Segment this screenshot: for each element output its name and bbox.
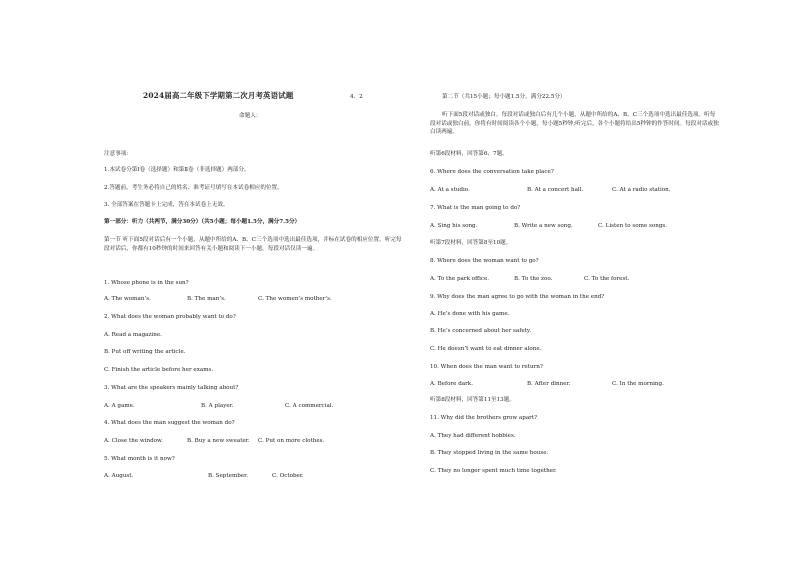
question-1: 1. Whose phone is in the sun? [104,280,189,286]
option-10a: A. Before dark. [430,381,473,387]
option-5b: B. September. [208,473,248,479]
option-11a: A. They had different hobbies. [430,433,516,439]
notice-item: 2.答题前，考生务必将自己的姓名、准考证号填写在本试卷相应的位置。 [104,185,283,191]
option-7a: A. Sing his song. [430,223,478,229]
material-6: 听第6段材料，回答第6、7题。 [430,151,508,157]
option-6a: A. At a studio. [430,187,470,193]
option-3b: B. A player. [201,403,234,409]
question-7: 7. What is the man going to do? [430,205,521,211]
option-11c: C. They no longer spent much time together. [430,468,557,474]
notice-item: 1.本试卷分第Ⅰ卷（选择题）和第Ⅱ卷（非选择题）两部分。 [104,167,250,173]
part1-heading: 第一部分：听力（共两节，满分30分）（共5小题；每小题1.5分，满分7.5分） [104,219,301,225]
question-10: 10. When does the man want to return? [430,364,543,370]
option-4c: C. Put on more clothes. [258,438,325,444]
option-10b: B. After dinner. [527,381,571,387]
option-8b: B. To the zoo. [514,276,553,282]
option-7b: B. Write a new song. [514,223,573,229]
question-4: 4. What does the man suggest the woman do? [104,420,235,426]
option-9a: A. He’s done with his game. [430,311,510,317]
option-1a: A. The woman’s. [104,296,151,302]
option-6b: B. At a concert hall. [527,187,584,193]
option-7c: C. Listen to some songs. [598,223,668,229]
option-10c: C. In the morning. [612,381,664,387]
option-4a: A. Close the window. [104,438,163,444]
option-9c: C. He doesn’t want to eat dinner alone. [430,346,542,352]
option-2a: A. Read a magazine. [104,332,162,338]
section1-intro: 第一节 听下面5段对话后有一个小题，从题中所给的A、B、C三个选项中选出最佳选项，并标在试卷的相应位置。听完每段对话后，你都有10秒钟的时间来回答有关小题和阅读下一小题。每段对话仅读一遍。 [104,237,402,252]
question-5: 5. What month is it now? [104,456,175,462]
option-4b: B. Buy a new sweater. [187,438,250,444]
option-3a: A. A game. [104,403,135,409]
option-1c: C. The women’s mother’s. [258,296,332,302]
question-11: 11. Why did the brothers grow apart? [430,415,538,421]
exam-date: 4．2 [350,94,363,100]
option-5a: A. August. [104,473,134,479]
notice-item: 3. 全部答案在答题卡上完成，答在本试卷上无效。 [104,202,229,208]
option-11b: B. They stopped living in the same house. [430,450,549,456]
question-3: 3. What are the speakers mainly talking about? [104,385,239,391]
option-6c: C. At a radio station. [612,187,671,193]
question-8: 8. Where does the woman want to go? [430,258,539,264]
option-9b: B. He’s concerned about her safety. [430,328,532,334]
option-2b: B. Put off writing the article. [104,349,186,355]
option-2c: C. Finish the article before her exams. [104,367,214,373]
option-1b: B. The man’s. [187,296,226,302]
author-label: 命题人： [239,113,262,119]
page-title: 2024届高二年级下学期第二次月考英语试题 [143,91,294,100]
section2-intro: 听下面5段对话或独白。每段对话或独白后有几个小题，从题中所给的A、B、C三个选项中选出最佳选项。听每段对话或独白前，你将有时间阅读各个小题，每小题5秒钟;听完后，各个小题将给出5秒钟的作答时间。每段对话或独白读两遍。 [430,112,719,136]
material-7: 听第7段材料，回答第8至10题。 [430,240,512,246]
option-8a: A. To the park office. [430,276,490,282]
option-8c: C. To the forest. [584,276,630,282]
question-6: 6. Where does the conversation take place? [430,169,554,175]
notice-title: 注意事项： [104,151,132,157]
question-9: 9. Why does the man agree to go with the woman in the end? [430,294,605,300]
material-8: 听第8段材料，回答第11至13题。 [430,397,515,403]
option-3c: C. A commercial. [285,403,334,409]
section2-heading: 第二节（共15小题；每小题1.5分，满分22.5分） [442,94,566,100]
question-2: 2. What does the woman probably want to do? [104,314,236,320]
option-5c: C. October. [272,473,304,479]
